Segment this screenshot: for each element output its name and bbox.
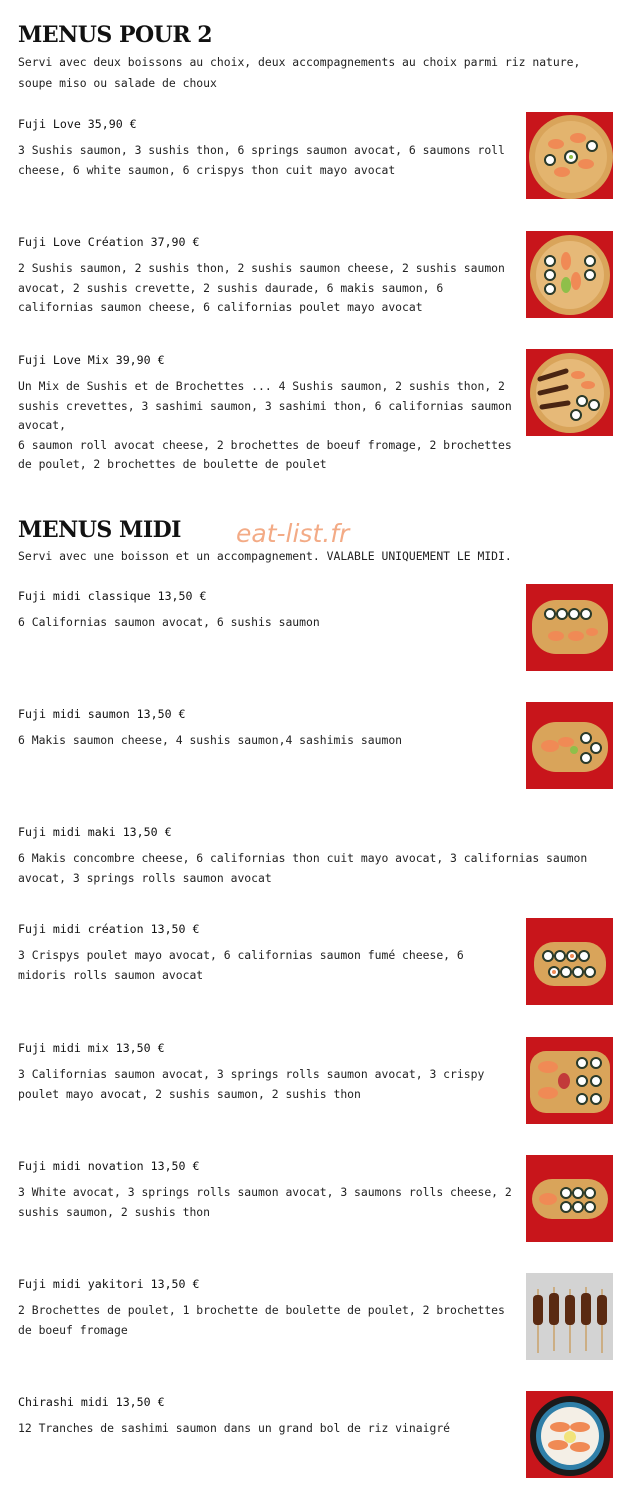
oval-sushi-board-photo[interactable]: [526, 702, 613, 789]
item-description: 2 Brochettes de poulet, 1 brochette de boulette de poulet, 2 brochettes de boeuf fromage: [18, 1303, 505, 1337]
round-sushi-platter-photo[interactable]: [526, 112, 613, 199]
menu-item[interactable]: [18, 587, 518, 633]
item-name-price: Fuji midi classique 13,50 €: [18, 589, 207, 603]
oval-sushi-board-photo[interactable]: [526, 1155, 613, 1242]
item-name-price: Fuji midi mix 13,50 €: [18, 1041, 165, 1055]
menu-item[interactable]: [18, 1393, 518, 1439]
menu-item[interactable]: [18, 920, 518, 985]
oval-sushi-board-photo[interactable]: [526, 918, 613, 1005]
item-name-price: Fuji midi novation 13,50 €: [18, 1159, 200, 1173]
section-title-menus-midi: MENUS MIDI: [18, 517, 181, 543]
item-description: 12 Tranches de sashimi saumon dans un grand bol de riz vinaigré: [18, 1421, 451, 1435]
item-description: 6 Makis saumon cheese, 4 sushis saumon,4 sashimis saumon: [18, 733, 403, 747]
oval-sushi-board-photo[interactable]: [526, 584, 613, 671]
item-name-price: Fuji midi maki 13,50 €: [18, 825, 172, 839]
item-description: 6 Makis concombre cheese, 6 californias thon cuit mayo avocat, 3 californias saumon avocat, 3 springs rolls saumon avocat: [18, 851, 588, 885]
item-description: 6 Californias saumon avocat, 6 sushis saumon: [18, 615, 320, 629]
item-name-price: Fuji midi saumon 13,50 €: [18, 707, 186, 721]
item-description: 3 White avocat, 3 springs rolls saumon avocat, 3 saumons rolls cheese, 2 sushis saumon, 2 sushis thon: [18, 1185, 512, 1219]
round-sushi-platter-photo[interactable]: [526, 231, 613, 318]
item-description: 3 Crispys poulet mayo avocat, 6 californias saumon fumé cheese, 6 midoris rolls saumon avocat: [18, 948, 464, 982]
section-subtitle-menus-midi: Servi avec une boisson et un accompagnement. VALABLE UNIQUEMENT LE MIDI.: [18, 549, 512, 563]
chirashi-bowl-photo[interactable]: [526, 1391, 613, 1478]
menu-item[interactable]: [18, 705, 518, 751]
item-name-price: Fuji midi création 13,50 €: [18, 922, 200, 936]
section-subtitle-menus-pour-2: Servi avec deux boissons au choix, deux accompagnements au choix parmi riz nature, soupe miso ou salade de choux: [18, 55, 581, 90]
oval-sushi-board-photo[interactable]: [526, 1037, 613, 1124]
item-description: 3 Sushis saumon, 3 sushis thon, 6 springs saumon avocat, 6 saumons roll cheese, 6 white saumon, 6 crispys thon cuit mayo avocat: [18, 143, 505, 177]
menu-item[interactable]: [18, 823, 608, 888]
item-name-price: Chirashi midi 13,50 €: [18, 1395, 165, 1409]
item-description: 2 Sushis saumon, 2 sushis thon, 2 sushis saumon cheese, 2 sushis saumon avocat, 2 sushis crevette, 2 sushis daurade, 6 makis saumon, 6 californias saumon cheese, 6 californias poulet mayo avocat: [18, 261, 505, 314]
round-sushi-skewer-platter-photo[interactable]: [526, 349, 613, 436]
item-description: Un Mix de Sushis et de Brochettes ... 4 Sushis saumon, 2 sushis thon, 2 sushis crevettes, 3 sashimi saumon, 3 sashimi thon, 6 californias saumon avocat, 6 saumon roll avocat cheese, 2 brochettes de boeuf fromage, 2 brochettes de poulet, 2 brochettes de boulette de poulet: [18, 379, 512, 471]
section-title-menus-pour-2: MENUS POUR 2: [18, 22, 213, 48]
watermark: eat-list.fr: [236, 519, 350, 548]
menu-item[interactable]: [18, 351, 518, 475]
menu-item[interactable]: [18, 1275, 518, 1340]
menu-item[interactable]: [18, 1157, 518, 1222]
item-name-price: Fuji Love Mix 39,90 €: [18, 353, 165, 367]
item-name-price: Fuji midi yakitori 13,50 €: [18, 1277, 200, 1291]
item-description: 3 Californias saumon avocat, 3 springs rolls saumon avocat, 3 crispy poulet mayo avocat, 2 sushis saumon, 2 sushis thon: [18, 1067, 485, 1101]
yakitori-skewers-photo[interactable]: [526, 1273, 613, 1360]
item-name-price: Fuji Love 35,90 €: [18, 117, 137, 131]
menu-item[interactable]: [18, 233, 518, 318]
menu-item[interactable]: [18, 115, 518, 180]
menu-item[interactable]: [18, 1039, 518, 1104]
item-name-price: Fuji Love Création 37,90 €: [18, 235, 200, 249]
